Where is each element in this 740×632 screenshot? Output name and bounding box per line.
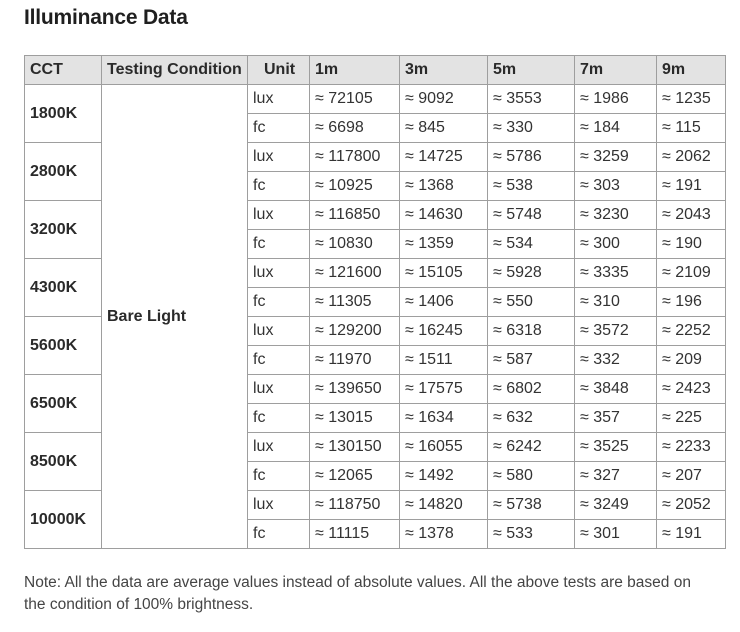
- value-cell: ≈ 16055: [400, 433, 488, 462]
- header-unit: Unit: [248, 56, 310, 85]
- value-cell: ≈ 3259: [575, 143, 657, 172]
- value-cell: ≈ 72105: [310, 85, 400, 114]
- header-testing-condition: Testing Condition: [102, 56, 248, 85]
- value-cell: ≈ 538: [488, 172, 575, 201]
- value-cell: ≈ 6802: [488, 375, 575, 404]
- value-cell: ≈ 6242: [488, 433, 575, 462]
- value-cell: ≈ 14725: [400, 143, 488, 172]
- value-cell: ≈ 121600: [310, 259, 400, 288]
- value-cell: ≈ 191: [657, 172, 726, 201]
- header-5m: 5m: [488, 56, 575, 85]
- value-cell: ≈ 15105: [400, 259, 488, 288]
- value-cell: ≈ 357: [575, 404, 657, 433]
- unit-cell: lux: [248, 85, 310, 114]
- value-cell: ≈ 5748: [488, 201, 575, 230]
- value-cell: ≈ 534: [488, 230, 575, 259]
- value-cell: ≈ 6698: [310, 114, 400, 143]
- value-cell: ≈ 10925: [310, 172, 400, 201]
- unit-cell: fc: [248, 230, 310, 259]
- value-cell: ≈ 332: [575, 346, 657, 375]
- header-1m: 1m: [310, 56, 400, 85]
- value-cell: ≈ 3525: [575, 433, 657, 462]
- value-cell: ≈ 191: [657, 520, 726, 549]
- cct-cell: 3200K: [25, 201, 102, 259]
- value-cell: ≈ 17575: [400, 375, 488, 404]
- value-cell: ≈ 1378: [400, 520, 488, 549]
- value-cell: ≈ 300: [575, 230, 657, 259]
- value-cell: ≈ 115: [657, 114, 726, 143]
- header-7m: 7m: [575, 56, 657, 85]
- unit-cell: lux: [248, 491, 310, 520]
- value-cell: ≈ 13015: [310, 404, 400, 433]
- value-cell: ≈ 117800: [310, 143, 400, 172]
- unit-cell: lux: [248, 433, 310, 462]
- header-3m: 3m: [400, 56, 488, 85]
- footnote: Note: All the data are average values instead of absolute values. All the above tests are based on the condition of 100% brightness.: [24, 574, 691, 613]
- value-cell: ≈ 2252: [657, 317, 726, 346]
- value-cell: ≈ 207: [657, 462, 726, 491]
- value-cell: ≈ 14630: [400, 201, 488, 230]
- value-cell: ≈ 3249: [575, 491, 657, 520]
- cct-cell: 10000K: [25, 491, 102, 549]
- value-cell: ≈ 2423: [657, 375, 726, 404]
- value-cell: ≈ 11115: [310, 520, 400, 549]
- value-cell: ≈ 225: [657, 404, 726, 433]
- value-cell: ≈ 2109: [657, 259, 726, 288]
- value-cell: ≈ 2233: [657, 433, 726, 462]
- cct-cell: 2800K: [25, 143, 102, 201]
- unit-cell: fc: [248, 114, 310, 143]
- unit-cell: fc: [248, 462, 310, 491]
- cct-cell: 6500K: [25, 375, 102, 433]
- table-body: [25, 85, 726, 549]
- value-cell: ≈ 2052: [657, 491, 726, 520]
- value-cell: ≈ 1634: [400, 404, 488, 433]
- table-row: [25, 85, 726, 114]
- value-cell: ≈ 184: [575, 114, 657, 143]
- value-cell: ≈ 118750: [310, 491, 400, 520]
- cct-cell: 1800K: [25, 85, 102, 143]
- value-cell: ≈ 533: [488, 520, 575, 549]
- value-cell: ≈ 310: [575, 288, 657, 317]
- unit-cell: lux: [248, 375, 310, 404]
- unit-cell: fc: [248, 520, 310, 549]
- value-cell: ≈ 1235: [657, 85, 726, 114]
- value-cell: ≈ 11305: [310, 288, 400, 317]
- value-cell: ≈ 130150: [310, 433, 400, 462]
- header-cct: CCT: [25, 56, 102, 85]
- value-cell: ≈ 301: [575, 520, 657, 549]
- unit-cell: fc: [248, 172, 310, 201]
- value-cell: ≈ 632: [488, 404, 575, 433]
- unit-cell: fc: [248, 404, 310, 433]
- value-cell: ≈ 16245: [400, 317, 488, 346]
- unit-cell: lux: [248, 317, 310, 346]
- value-cell: ≈ 1492: [400, 462, 488, 491]
- unit-cell: lux: [248, 259, 310, 288]
- header-9m: 9m: [657, 56, 726, 85]
- value-cell: ≈ 580: [488, 462, 575, 491]
- value-cell: ≈ 3572: [575, 317, 657, 346]
- page-title: Illuminance Data: [24, 6, 188, 29]
- value-cell: ≈ 12065: [310, 462, 400, 491]
- value-cell: ≈ 3848: [575, 375, 657, 404]
- value-cell: ≈ 1359: [400, 230, 488, 259]
- value-cell: ≈ 6318: [488, 317, 575, 346]
- unit-cell: fc: [248, 288, 310, 317]
- value-cell: ≈ 550: [488, 288, 575, 317]
- value-cell: ≈ 1406: [400, 288, 488, 317]
- illuminance-table: [24, 55, 726, 549]
- cct-cell: 8500K: [25, 433, 102, 491]
- value-cell: ≈ 196: [657, 288, 726, 317]
- value-cell: ≈ 10830: [310, 230, 400, 259]
- value-cell: ≈ 3335: [575, 259, 657, 288]
- testing-condition-cell: Bare Light: [102, 85, 248, 549]
- unit-cell: lux: [248, 143, 310, 172]
- value-cell: ≈ 1511: [400, 346, 488, 375]
- value-cell: ≈ 1368: [400, 172, 488, 201]
- value-cell: ≈ 3553: [488, 85, 575, 114]
- value-cell: ≈ 129200: [310, 317, 400, 346]
- value-cell: ≈ 9092: [400, 85, 488, 114]
- cct-cell: 5600K: [25, 317, 102, 375]
- value-cell: ≈ 116850: [310, 201, 400, 230]
- value-cell: ≈ 5928: [488, 259, 575, 288]
- value-cell: ≈ 587: [488, 346, 575, 375]
- unit-cell: fc: [248, 346, 310, 375]
- value-cell: ≈ 5786: [488, 143, 575, 172]
- value-cell: ≈ 2062: [657, 143, 726, 172]
- value-cell: ≈ 11970: [310, 346, 400, 375]
- value-cell: ≈ 1986: [575, 85, 657, 114]
- value-cell: ≈ 2043: [657, 201, 726, 230]
- value-cell: ≈ 327: [575, 462, 657, 491]
- value-cell: ≈ 330: [488, 114, 575, 143]
- value-cell: ≈ 5738: [488, 491, 575, 520]
- unit-cell: lux: [248, 201, 310, 230]
- value-cell: ≈ 14820: [400, 491, 488, 520]
- value-cell: ≈ 303: [575, 172, 657, 201]
- table-header-row: [25, 56, 726, 85]
- value-cell: ≈ 190: [657, 230, 726, 259]
- value-cell: ≈ 3230: [575, 201, 657, 230]
- value-cell: ≈ 139650: [310, 375, 400, 404]
- cct-cell: 4300K: [25, 259, 102, 317]
- value-cell: ≈ 209: [657, 346, 726, 375]
- value-cell: ≈ 845: [400, 114, 488, 143]
